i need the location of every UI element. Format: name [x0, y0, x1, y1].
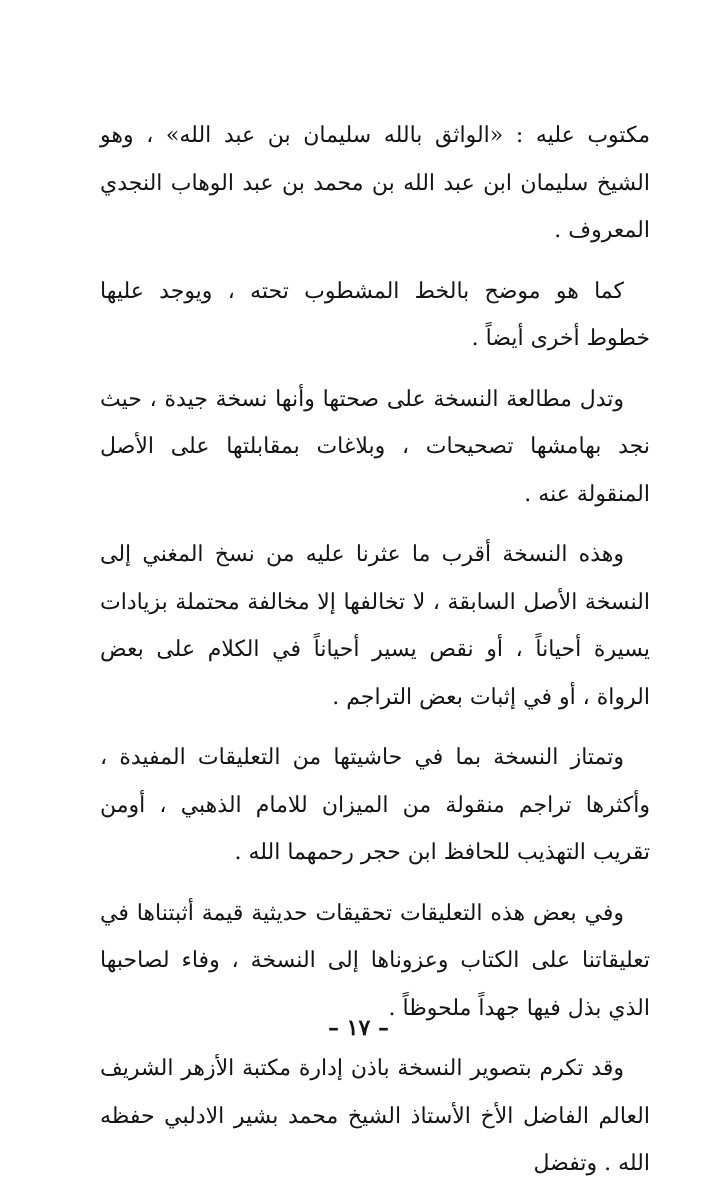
paragraph-6: وفي بعض هذه التعليقات تحقيقات حديثية قيمة أثبتناها في تعليقاتنا على الكتاب وعزوناها إلى النسخة ، وفاء لصاحبها الذي بذل فيها جهداً ملحوظاً .	[100, 900, 650, 1021]
page-number: – ١٧ –	[328, 1015, 389, 1041]
paragraph-4: وهذه النسخة أقرب ما عثرنا عليه من نسخ المغني إلى النسخة الأصل السابقة ، لا تخالفها إلا مخالفة محتملة بزيادات يسيرة أحياناً ، أو نقص يسير أحياناً في الكلام على بعض الرواة ، أو في إثبات بعض التراجم .	[100, 542, 650, 710]
paragraph-5: وتمتاز النسخة بما في حاشيتها من التعليقات المفيدة ، وأكثرها تراجم منقولة من الميزان للامام الذهبي ، أومن تقريب التهذيب للحافظ ابن حجر رحمهما الله .	[100, 745, 650, 865]
paragraph-2: كما هو موضح بالخط المشطوب تحته ، ويوجد عليها خطوط أخرى أيضاً .	[100, 278, 650, 351]
paragraph-1: مكتوب عليه : «الواثق بالله سليمان بن عبد الله» ، وهو الشيخ سليمان ابن عبد الله بن محمد بن عبد الوهاب النجدي المعروف .	[100, 123, 650, 243]
paragraph-3: وتدل مطالعة النسخة على صحتها وأنها نسخة جيدة ، حيث نجد بهامشها تصحيحات ، وبلاغات بمقابلتها على الأصل المنقولة عنه .	[100, 386, 650, 507]
paragraph-7: وقد تكرم بتصوير النسخة باذن إدارة مكتبة الأزهر الشريف العالم الفاضل الأخ الأستاذ الشيخ محمد بشير الادلبي حفظه الله . وتفضل	[100, 1056, 650, 1176]
